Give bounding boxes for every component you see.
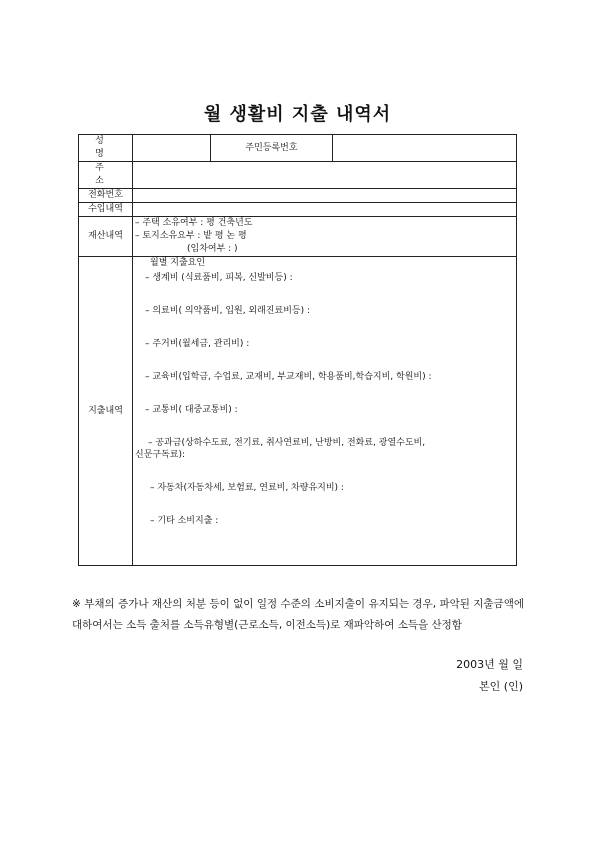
document-title: 월 생활비 지출 내역서 [203, 104, 392, 125]
phone-row [79, 189, 517, 203]
expense-field[interactable] [133, 257, 517, 566]
signature-line: 본인 (인) [479, 680, 523, 693]
land-ownership-line: – 토지소유요부 : 밭 평 논 평 [135, 231, 247, 241]
lease-status-line: (임차여부 : ) [187, 244, 238, 254]
phone-field[interactable] [133, 189, 517, 203]
vehicle-cost-line: – 자동차(자동차세, 보험료, 연료비, 차량유지비) : [150, 483, 344, 493]
transport-cost-line: – 교통비( 대중교통비) : [145, 405, 238, 415]
expense-row [79, 257, 517, 566]
expense-heading: 월별 지출요인 [150, 258, 206, 268]
explanatory-note: ※ 부채의 증가나 재산의 처분 등이 없이 일정 수준의 소비지출이 유지되는 경우, 파악된 지출금액에 대하여서는 소득 출처를 소득유형별(근로소득, 이전소득)로 재파악하여 소득을 산정함 [72, 598, 524, 631]
property-label: 재산내역 [79, 217, 133, 257]
utilities-cost-line-cont: 신문구독료): [135, 450, 186, 460]
name-row [79, 135, 517, 162]
address-field[interactable] [133, 162, 517, 189]
other-cost-line: – 기타 소비지출 : [150, 516, 219, 526]
property-row [79, 217, 517, 257]
address-row [79, 162, 517, 189]
property-field[interactable] [133, 217, 517, 257]
income-row [79, 203, 517, 217]
date-line: 2003년 월 일 [456, 658, 523, 671]
living-cost-line: – 생계비 (식료품비, 피복, 신발비등) : [145, 273, 293, 283]
phone-label: 전화번호 [79, 189, 133, 203]
name-field[interactable] [133, 135, 211, 162]
address-label: 주 소 [79, 162, 133, 189]
name-label: 성 명 [79, 135, 133, 162]
resident-no-label: 주민등록번호 [211, 135, 333, 162]
house-ownership-line: – 주택 소유여부 : 평 건축년도 [135, 218, 253, 228]
utilities-cost-line: – 공과금(상하수도료, 전기료, 취사연료비, 난방비, 전화료, 광열수도비, [148, 438, 426, 448]
education-cost-line: – 교육비(입학금, 수업료, 교재비, 부교재비, 학용품비,학습지비, 학원비) : [145, 372, 432, 382]
medical-cost-line: – 의료비( 의약품비, 입원, 외래진료비등) : [145, 306, 310, 316]
income-label: 수입내역 [79, 203, 133, 217]
expense-statement-form [78, 134, 517, 566]
resident-no-field[interactable] [333, 135, 517, 162]
expense-label: 지출내역 [79, 257, 133, 566]
housing-cost-line: – 주거비(월세금, 관리비) : [145, 339, 250, 349]
income-field[interactable] [133, 203, 517, 217]
